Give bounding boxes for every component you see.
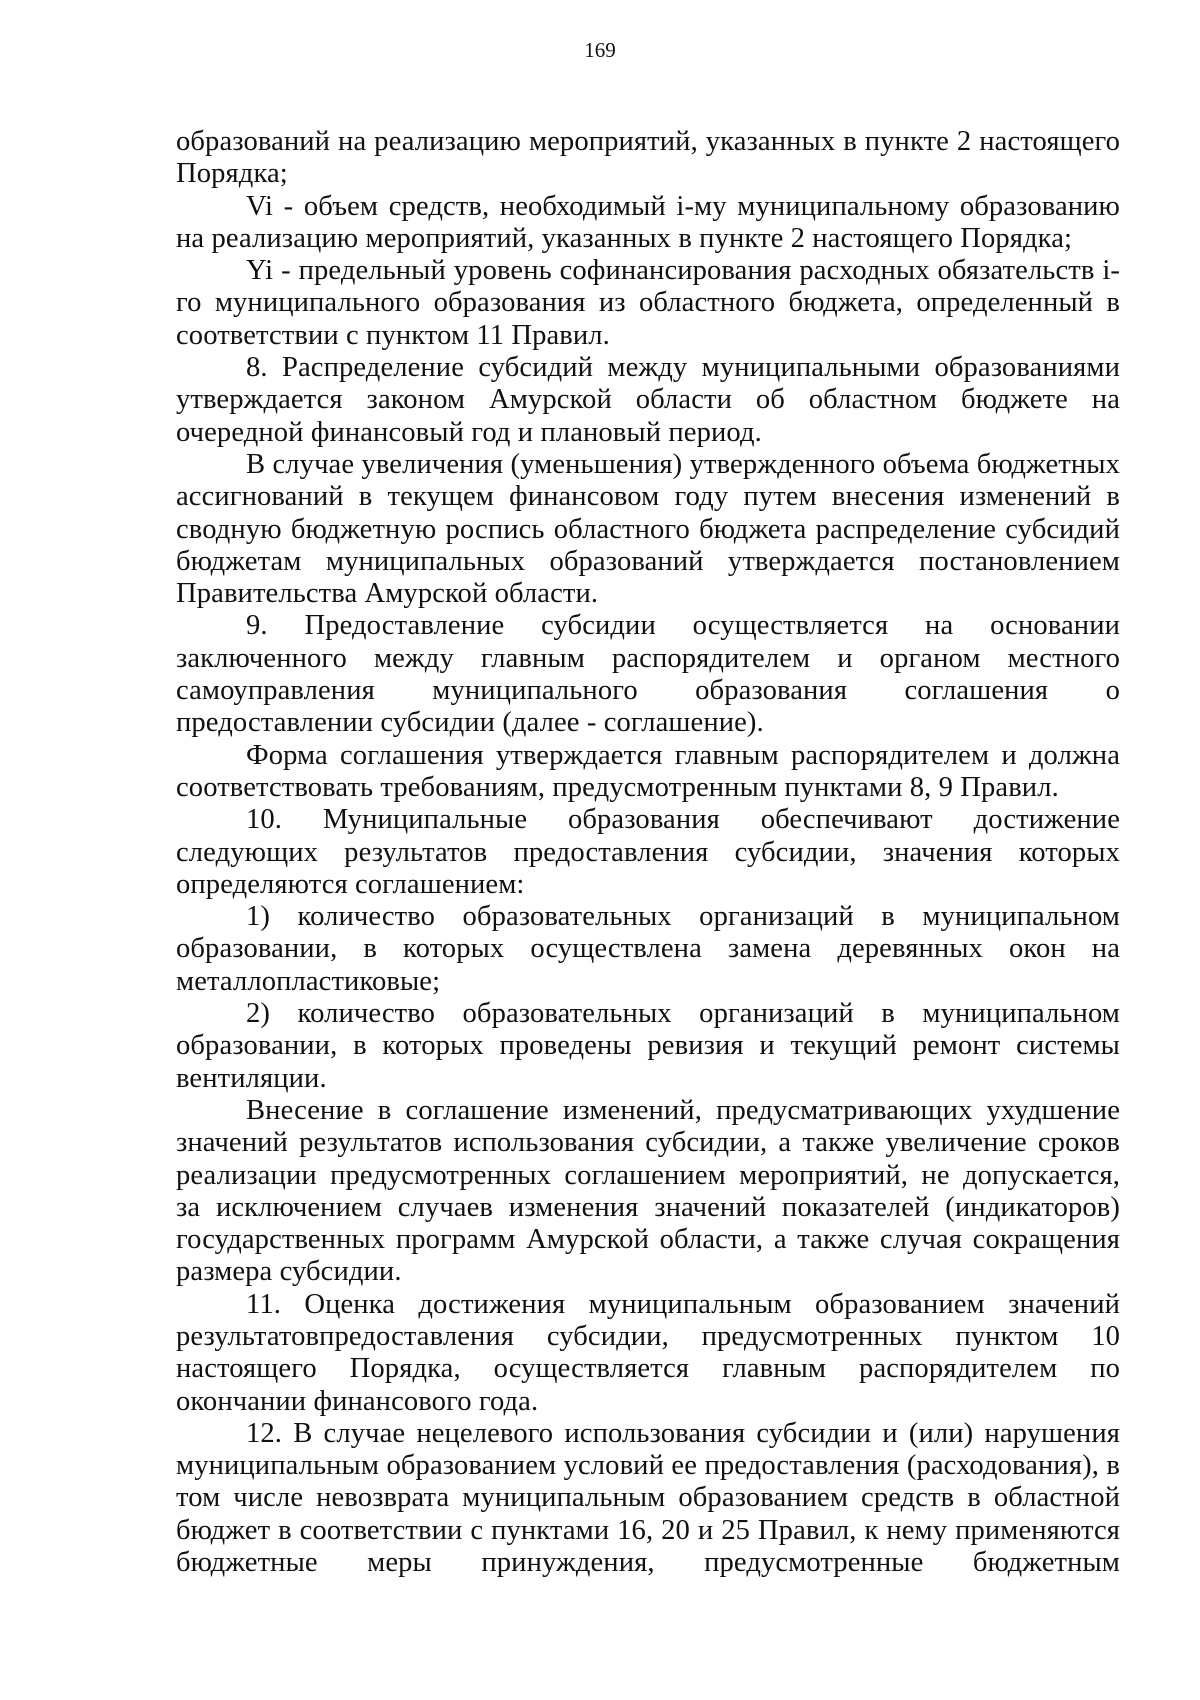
paragraph-item-11: 11. Оценка достижения муниципальным образованием значений результатовпредоставления субсидии, предусмотренных пунктом 10 настоящего Порядка, осуществляется главным распорядителем по окончании финансового года. (176, 1288, 1120, 1417)
paragraph-item-8: 8. Распределение субсидий между муниципальными образованиями утверждается законом Амурской области об областном бюджете на очередной финансовый год и плановый период. (176, 352, 1120, 448)
paragraph-item-10: 10. Муниципальные образования обеспечивают достижение следующих результатов предоставления субсидии, значения которых определяются соглашением: (176, 804, 1120, 900)
paragraph-item-9: 9. Предоставление субсидии осуществляется на основании заключенного между главным распорядителем и органом местного самоуправления муниципального образования соглашения о предоставлении субсидии (далее - соглашение). (176, 610, 1120, 739)
page-number: 169 (584, 38, 616, 62)
paragraph-vi-definition: Vi - объем средств, необходимый i-му муниципальному образованию на реализацию мероприятий, указанных в пункте 2 настоящего Порядка; (176, 190, 1120, 254)
paragraph-item-12: 12. В случае нецелевого использования субсидии и (или) нарушения муниципальным образованием условий ее предоставления (расходования), в том числе невозврата муниципальным образованием средств в областной бюджет в соответствии с пунктами 16, 20 и 25 Правил, к нему применяются бюджетные меры принуждения, предусмотренные бюджетным (176, 1417, 1120, 1579)
paragraph-budget-change: В случае увеличения (уменьшения) утвержденного объема бюджетных ассигнований в текущем финансовом году путем внесения изменений в сводную бюджетную роспись областного бюджета распределение субсидий бюджетам муниципальных образований утверждается постановлением Правительства Амурской области. (176, 448, 1120, 610)
paragraph-continuation: образований на реализацию мероприятий, указанных в пункте 2 настоящего Порядка; (176, 126, 1120, 190)
paragraph-yi-definition: Yi - предельный уровень софинансирования расходных обязательств i-го муниципального образования из областного бюджета, определенный в соответствии с пунктом 11 Правил. (176, 255, 1120, 351)
paragraph-result-1: 1) количество образовательных организаций в муниципальном образовании, в которых осуществлена замена деревянных окон на металлопластиковые; (176, 901, 1120, 997)
paragraph-agreement-changes: Внесение в соглашение изменений, предусматривающих ухудшение значений результатов использования субсидии, а также увеличение сроков реализации предусмотренных соглашением мероприятий, не допускается, за исключением случаев изменения значений показателей (индикаторов) государственных программ Амурской области, а также случая сокращения размера субсидии. (176, 1094, 1120, 1288)
paragraph-result-2: 2) количество образовательных организаций в муниципальном образовании, в которых проведены ревизия и текущий ремонт системы вентиляции. (176, 998, 1120, 1094)
paragraph-agreement-form: Форма соглашения утверждается главным распорядителем и должна соответствовать требованиям, предусмотренным пунктами 8, 9 Правил. (176, 739, 1120, 803)
document-body (176, 126, 1120, 1579)
